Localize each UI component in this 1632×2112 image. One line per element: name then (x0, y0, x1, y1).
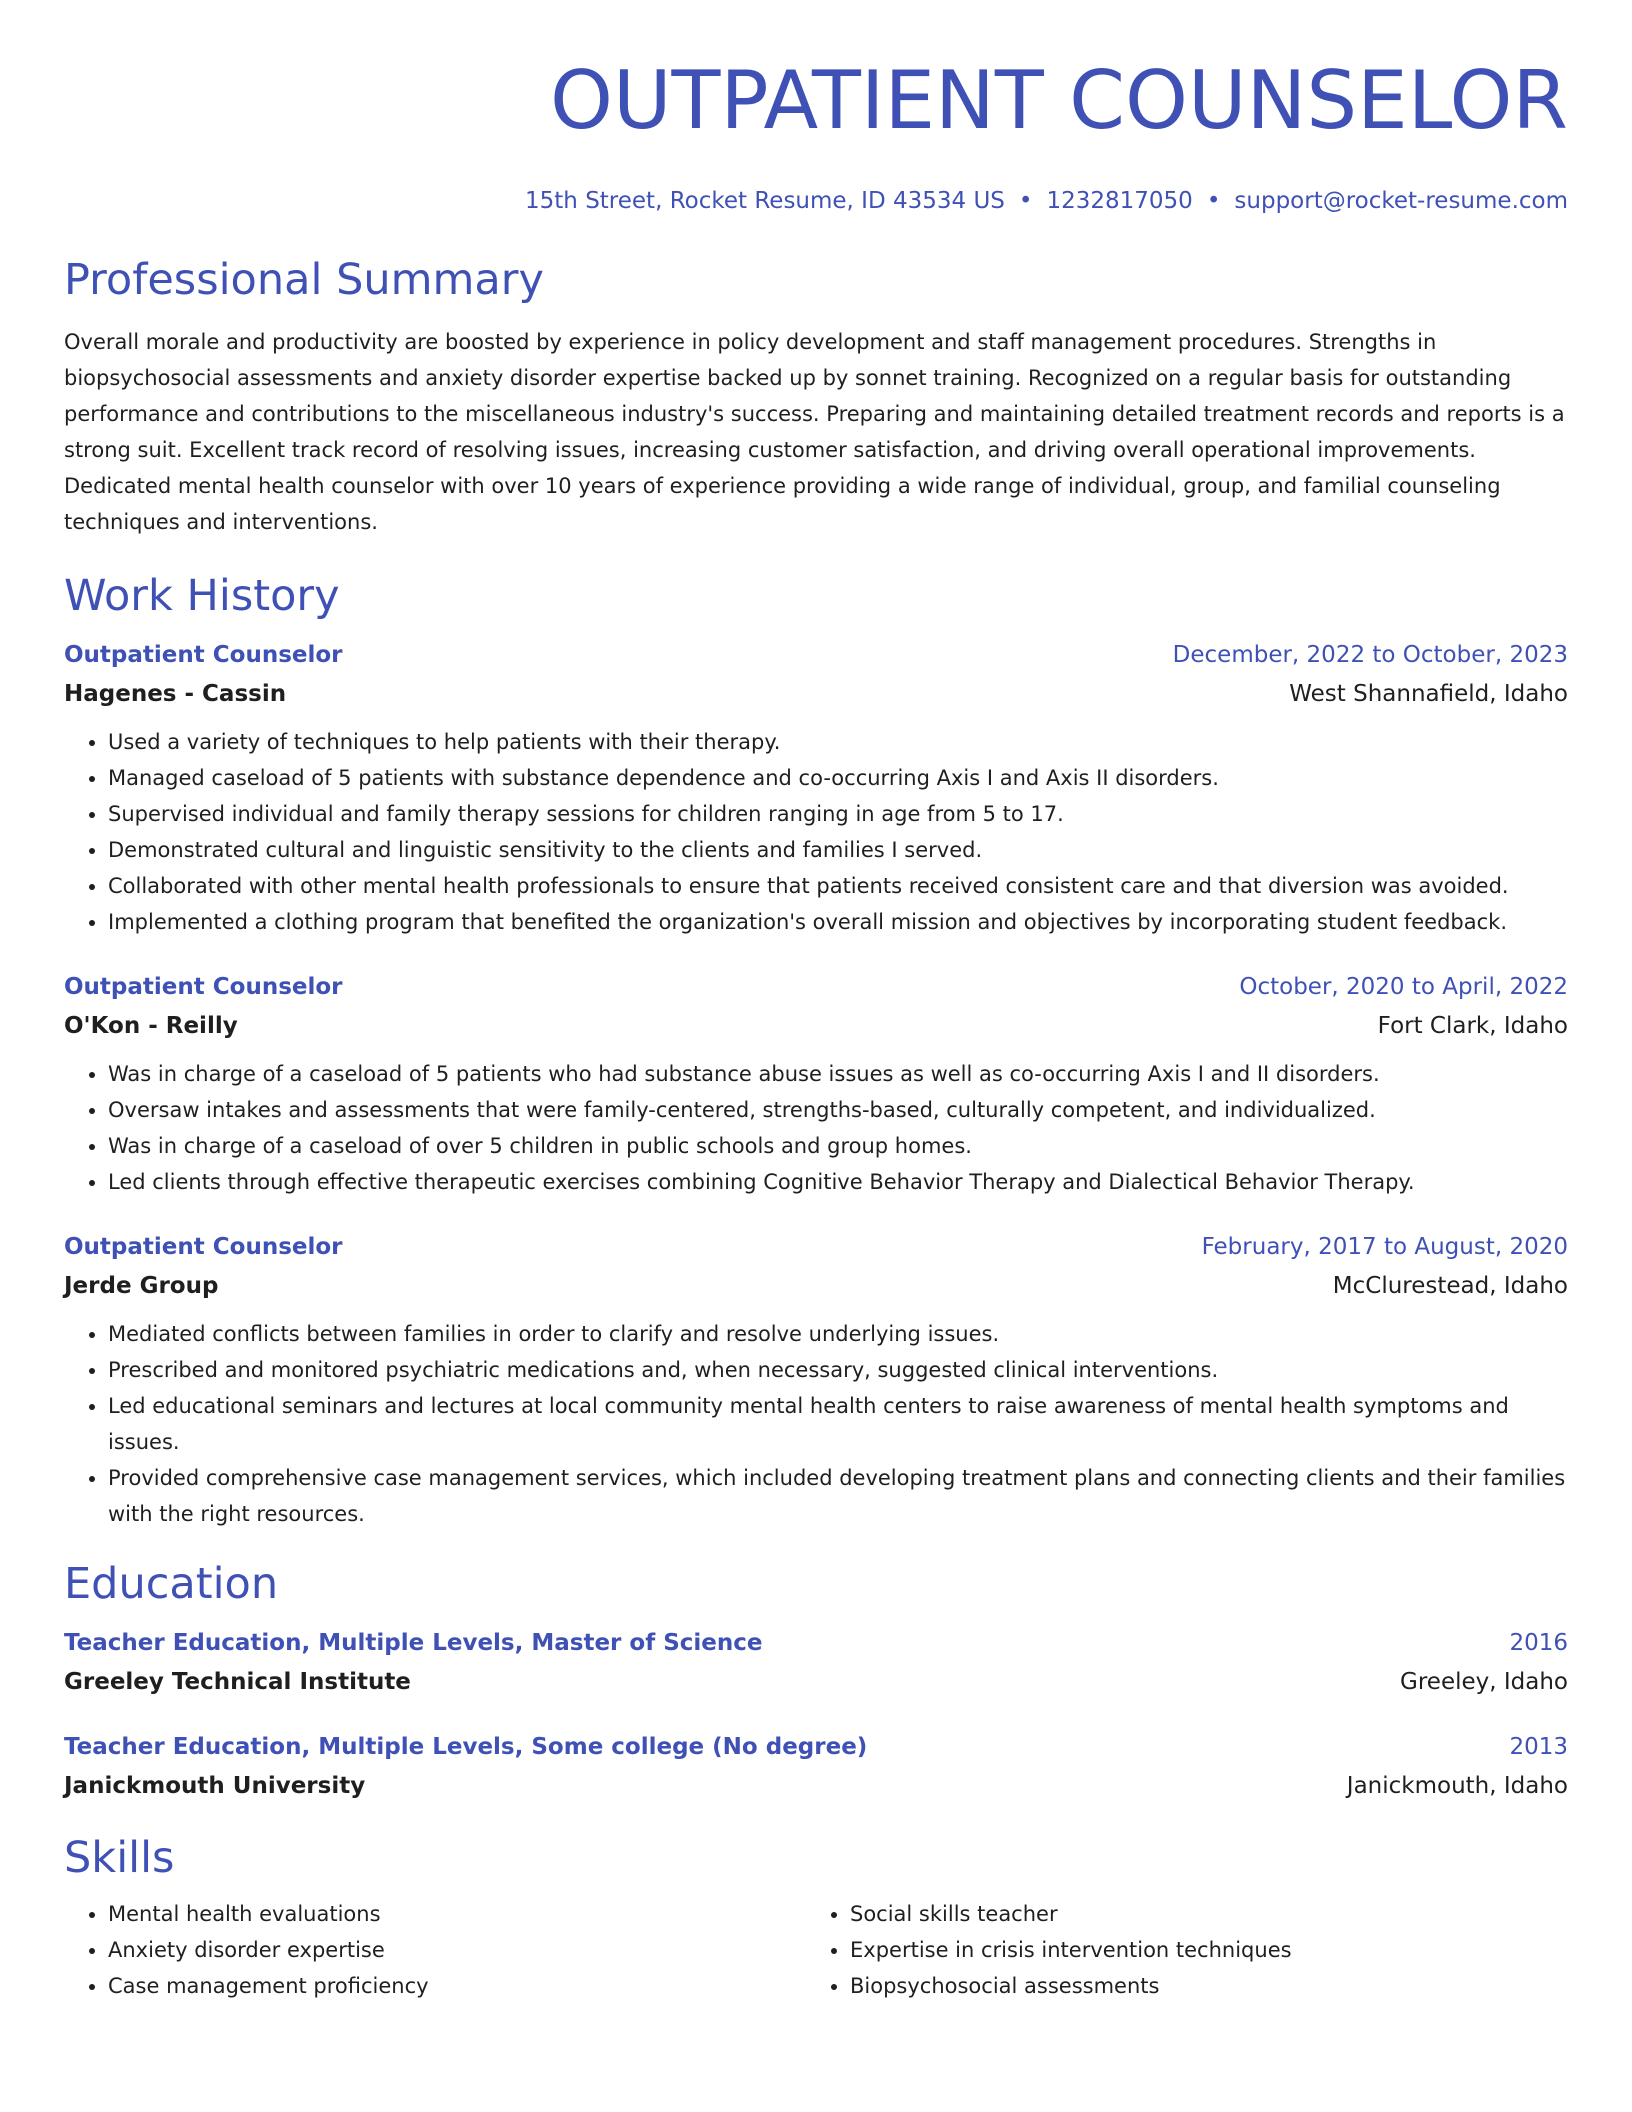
education-year: 2016 (1509, 1630, 1568, 1656)
resume-title: OUTPATIENT COUNSELOR (549, 54, 1568, 147)
list-item: • Provided comprehensive case management services, which included developing treatment plans and connecting clients and their families with the right resources. (108, 1460, 1568, 1532)
list-item: • Demonstrated cultural and linguistic sensitivity to the clients and families I served. (108, 832, 1568, 868)
list-item: • Expertise in crisis intervention techniques (850, 1932, 1548, 1968)
job-company: Jerde Group (64, 1273, 219, 1299)
education-location: Janickmouth, Idaho (1346, 1773, 1568, 1799)
education-school: Janickmouth University (64, 1773, 366, 1799)
job-dates: February, 2017 to August, 2020 (1201, 1234, 1568, 1260)
list-item: • Led clients through effective therapeutic exercises combining Cognitive Behavior Therapy and Dialectical Behavior Therapy. (108, 1164, 1568, 1200)
list-item: • Case management proficiency (108, 1968, 806, 2004)
job-entry (64, 636, 1568, 940)
list-item: • Was in charge of a caseload of 5 patients who had substance abuse issues as well as co-occurring Axis I and II disorders. (108, 1056, 1568, 1092)
job-entry (64, 968, 1568, 1200)
list-item: • Implemented a clothing program that benefited the organization's overall mission and objectives by incorporating student feedback. (108, 904, 1568, 940)
list-item: • Was in charge of a caseload of over 5 children in public schools and group homes. (108, 1128, 1568, 1164)
skills-list (64, 1896, 1568, 2004)
education-heading: Education (64, 1559, 279, 1609)
list-item: • Oversaw intakes and assessments that were family-centered, strengths-based, culturally competent, and individualized. (108, 1092, 1568, 1128)
job-entry (64, 1228, 1568, 1532)
job-dates: December, 2022 to October, 2023 (1172, 642, 1568, 668)
job-company: Hagenes - Cassin (64, 681, 287, 707)
contact-line (64, 186, 1568, 216)
skills-column-right (806, 1896, 1548, 2004)
list-item: • Led educational seminars and lectures at local community mental health centers to raise awareness of mental health symptoms and issues. (108, 1388, 1568, 1460)
contact-address: 15th Street, Rocket Resume, ID 43534 US (525, 188, 1005, 214)
list-item: • Mediated conflicts between families in order to clarify and resolve underlying issues. (108, 1316, 1568, 1352)
summary-heading: Professional Summary (64, 255, 544, 305)
job-role: Outpatient Counselor (64, 642, 343, 668)
job-bullets (64, 724, 1568, 940)
separator-dot: • (1018, 188, 1033, 214)
list-item: • Supervised individual and family therapy sessions for children ranging in age from 5 to 17. (108, 796, 1568, 832)
list-item: • Used a variety of techniques to help patients with their therapy. (108, 724, 1568, 760)
job-location: Fort Clark, Idaho (1377, 1013, 1568, 1039)
separator-dot: • (1206, 188, 1221, 214)
education-year: 2013 (1509, 1734, 1568, 1760)
list-item: • Collaborated with other mental health professionals to ensure that patients received consistent care and that diversion was avoided. (108, 868, 1568, 904)
list-item: • Mental health evaluations (108, 1896, 806, 1932)
job-dates: October, 2020 to April, 2022 (1239, 974, 1568, 1000)
list-item: • Anxiety disorder expertise (108, 1932, 806, 1968)
job-company: O'Kon - Reilly (64, 1013, 238, 1039)
job-location: McClurestead, Idaho (1332, 1273, 1568, 1299)
contact-phone: 1232817050 (1046, 188, 1193, 214)
education-degree: Teacher Education, Multiple Levels, Master of Science (64, 1630, 763, 1656)
education-entry (64, 1624, 1568, 1702)
education-degree: Teacher Education, Multiple Levels, Some college (No degree) (64, 1734, 868, 1760)
job-bullets (64, 1056, 1568, 1200)
summary-text: Overall morale and productivity are boosted by experience in policy development and staff management procedures. Strengths in biopsychosocial assessments and anxiety disorder expertise backed up by sonnet training. Recognized on a regular basis for outstanding performance and contributions to the miscellaneous industry's success. Preparing and maintaining detailed treatment records and reports is a strong suit. Excellent track record of resolving issues, increasing customer satisfaction, and driving overall operational improvements. Dedicated mental health counselor with over 10 years of experience providing a wide range of individual, group, and familial counseling techniques and interventions. (64, 330, 1565, 534)
job-role: Outpatient Counselor (64, 1234, 343, 1260)
job-bullets (64, 1316, 1568, 1532)
list-item: • Managed caseload of 5 patients with substance dependence and co-occurring Axis I and Axis II disorders. (108, 760, 1568, 796)
resume-header (64, 0, 1568, 216)
contact-email[interactable]: support@rocket-resume.com (1234, 188, 1568, 214)
education-school: Greeley Technical Institute (64, 1669, 411, 1695)
list-item: • Biopsychosocial assessments (850, 1968, 1548, 2004)
job-location: West Shannafield, Idaho (1289, 681, 1568, 707)
job-role: Outpatient Counselor (64, 974, 343, 1000)
work-history-heading: Work History (64, 571, 340, 621)
list-item: • Social skills teacher (850, 1896, 1548, 1932)
list-item: • Prescribed and monitored psychiatric medications and, when necessary, suggested clinical interventions. (108, 1352, 1568, 1388)
skills-column-left (64, 1896, 806, 2004)
skills-heading: Skills (64, 1833, 175, 1883)
education-location: Greeley, Idaho (1400, 1669, 1568, 1695)
education-entry (64, 1728, 1568, 1806)
